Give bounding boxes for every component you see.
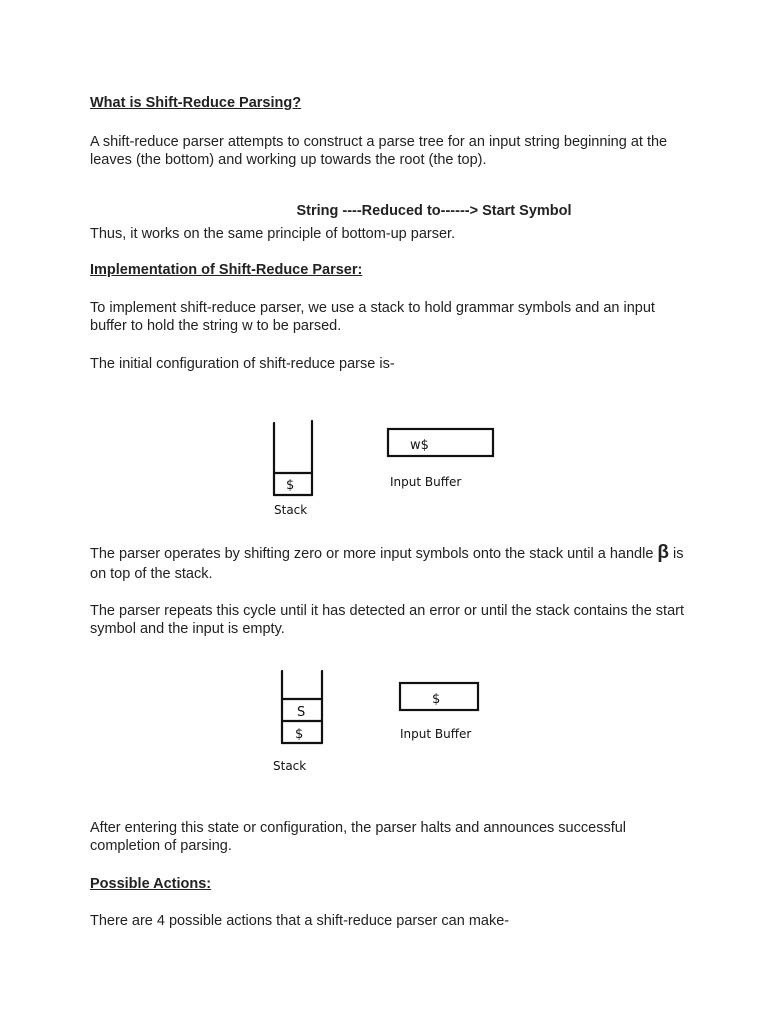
section-heading-possible-actions: Possible Actions: (90, 876, 212, 892)
initial-configuration-diagram (260, 415, 520, 525)
principle-paragraph: Thus, it works on the same principle of bottom-up parser. (90, 226, 456, 242)
input-buffer-content: $ (432, 692, 441, 707)
input-buffer-box (388, 429, 493, 456)
stack-label: Stack (274, 503, 308, 517)
repeat-cycle-paragraph: The parser repeats this cycle until it has detected an error or until the stack contains the start symbol and the input is empty. (90, 603, 684, 637)
reduction-statement: String ----Reduced to------> Start Symbol (296, 202, 572, 219)
section-heading-implementation: Implementation of Shift-Reduce Parser: (90, 262, 363, 278)
stack-cell-dollar: $ (295, 727, 304, 742)
input-buffer-content: w$ (410, 438, 429, 453)
stack-label: Stack (273, 759, 307, 773)
stack-cell-start-symbol: S (297, 705, 306, 720)
shifting-text-end: is on top of the stack. (90, 546, 684, 582)
input-buffer-label: Input Buffer (400, 727, 472, 741)
shifting-text-start: The parser operates by shifting zero or more input symbols onto the stack until a handle (90, 546, 658, 562)
intro-paragraph: A shift-reduce parser attempts to construct a parse tree for an input string beginning at the leaves (the bottom) and working up towards the root (the top). (90, 134, 668, 168)
halt-paragraph: After entering this state or configuration, the parser halts and announces successful completion of parsing. (90, 820, 627, 854)
implementation-paragraph: To implement shift-reduce parser, we use a stack to hold grammar symbols and an input buffer to hold the string w to be parsed. (90, 300, 655, 334)
actions-paragraph: There are 4 possible actions that a shift-reduce parser can make- (90, 913, 510, 929)
initial-configuration-paragraph: The initial configuration of shift-reduce parse is- (90, 356, 395, 372)
input-buffer-label: Input Buffer (390, 475, 462, 489)
final-configuration-diagram (265, 665, 525, 780)
stack-cell-dollar: $ (286, 478, 295, 493)
section-heading-shift-reduce: What is Shift-Reduce Parsing? (90, 95, 302, 111)
handle-beta-symbol: β (657, 542, 670, 563)
shifting-paragraph (90, 543, 690, 584)
